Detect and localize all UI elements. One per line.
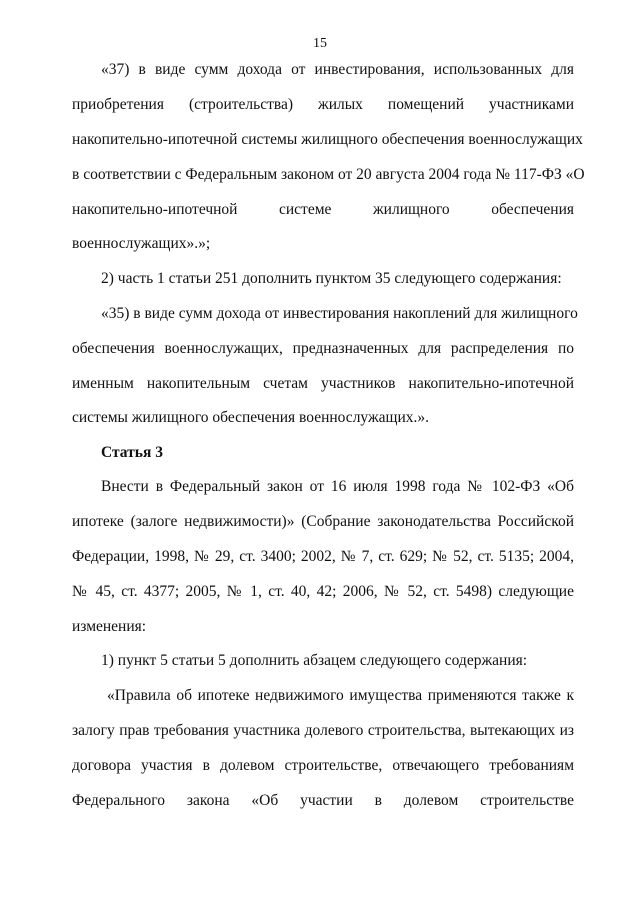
text-line: военнослужащих».»; [72, 235, 211, 252]
page-number: 15 [313, 36, 327, 51]
text-line: 1) пункт 5 статьи 5 дополнить абзацем следующего содержания: [101, 652, 528, 669]
text-line: накопительно-ипотечной системе жилищного обеспечения [72, 201, 574, 218]
text-line: «Правила об ипотеке недвижимого имущества применяются также к [107, 687, 574, 704]
text-line: системы жилищного обеспечения военнослужащих.». [72, 409, 430, 426]
text-line: Федерации, 1998, № 29, ст. 3400; 2002, № 7, ст. 629; № 52, ст. 5135; 2004, [72, 548, 574, 565]
text-line: ипотеке (залоге недвижимости)» (Собрание законодательства Российской [72, 513, 574, 530]
text-line: залогу прав требования участника долевого строительства, вытекающих из [72, 722, 574, 739]
text-line: 2) часть 1 статьи 251 дополнить пунктом 35 следующего содержания: [101, 270, 562, 287]
text-line: обеспечения военнослужащих, предназначенных для распределения по [72, 340, 574, 357]
article-heading: Статья 3 [101, 444, 163, 461]
text-line: Внести в Федеральный закон от 16 июля 1998 года № 102-ФЗ «Об [101, 478, 574, 495]
text-line: приобретения (строительства) жилых помещений участниками [72, 96, 574, 113]
text-line: «37) в виде сумм дохода от инвестирования, использованных для [101, 61, 574, 78]
text-line: изменения: [72, 618, 147, 635]
text-line: в соответствии с Федеральным законом от 20 августа 2004 года № 117-ФЗ «О [72, 166, 585, 183]
text-line: именным накопительным счетам участников накопительно-ипотечной [72, 375, 574, 392]
text-line: договора участия в долевом строительстве, отвечающего требованиям [72, 757, 574, 774]
text-line: «35) в виде сумм дохода от инвестирования накоплений для жилищного [101, 305, 578, 322]
text-line: № 45, ст. 4377; 2005, № 1, ст. 40, 42; 2006, № 52, ст. 5498) следующие [72, 583, 574, 600]
text-line: накопительно-ипотечной системы жилищного обеспечения военнослужащих [72, 131, 583, 148]
text-line: Федерального закона «Об участии в долевом строительстве [72, 792, 574, 809]
